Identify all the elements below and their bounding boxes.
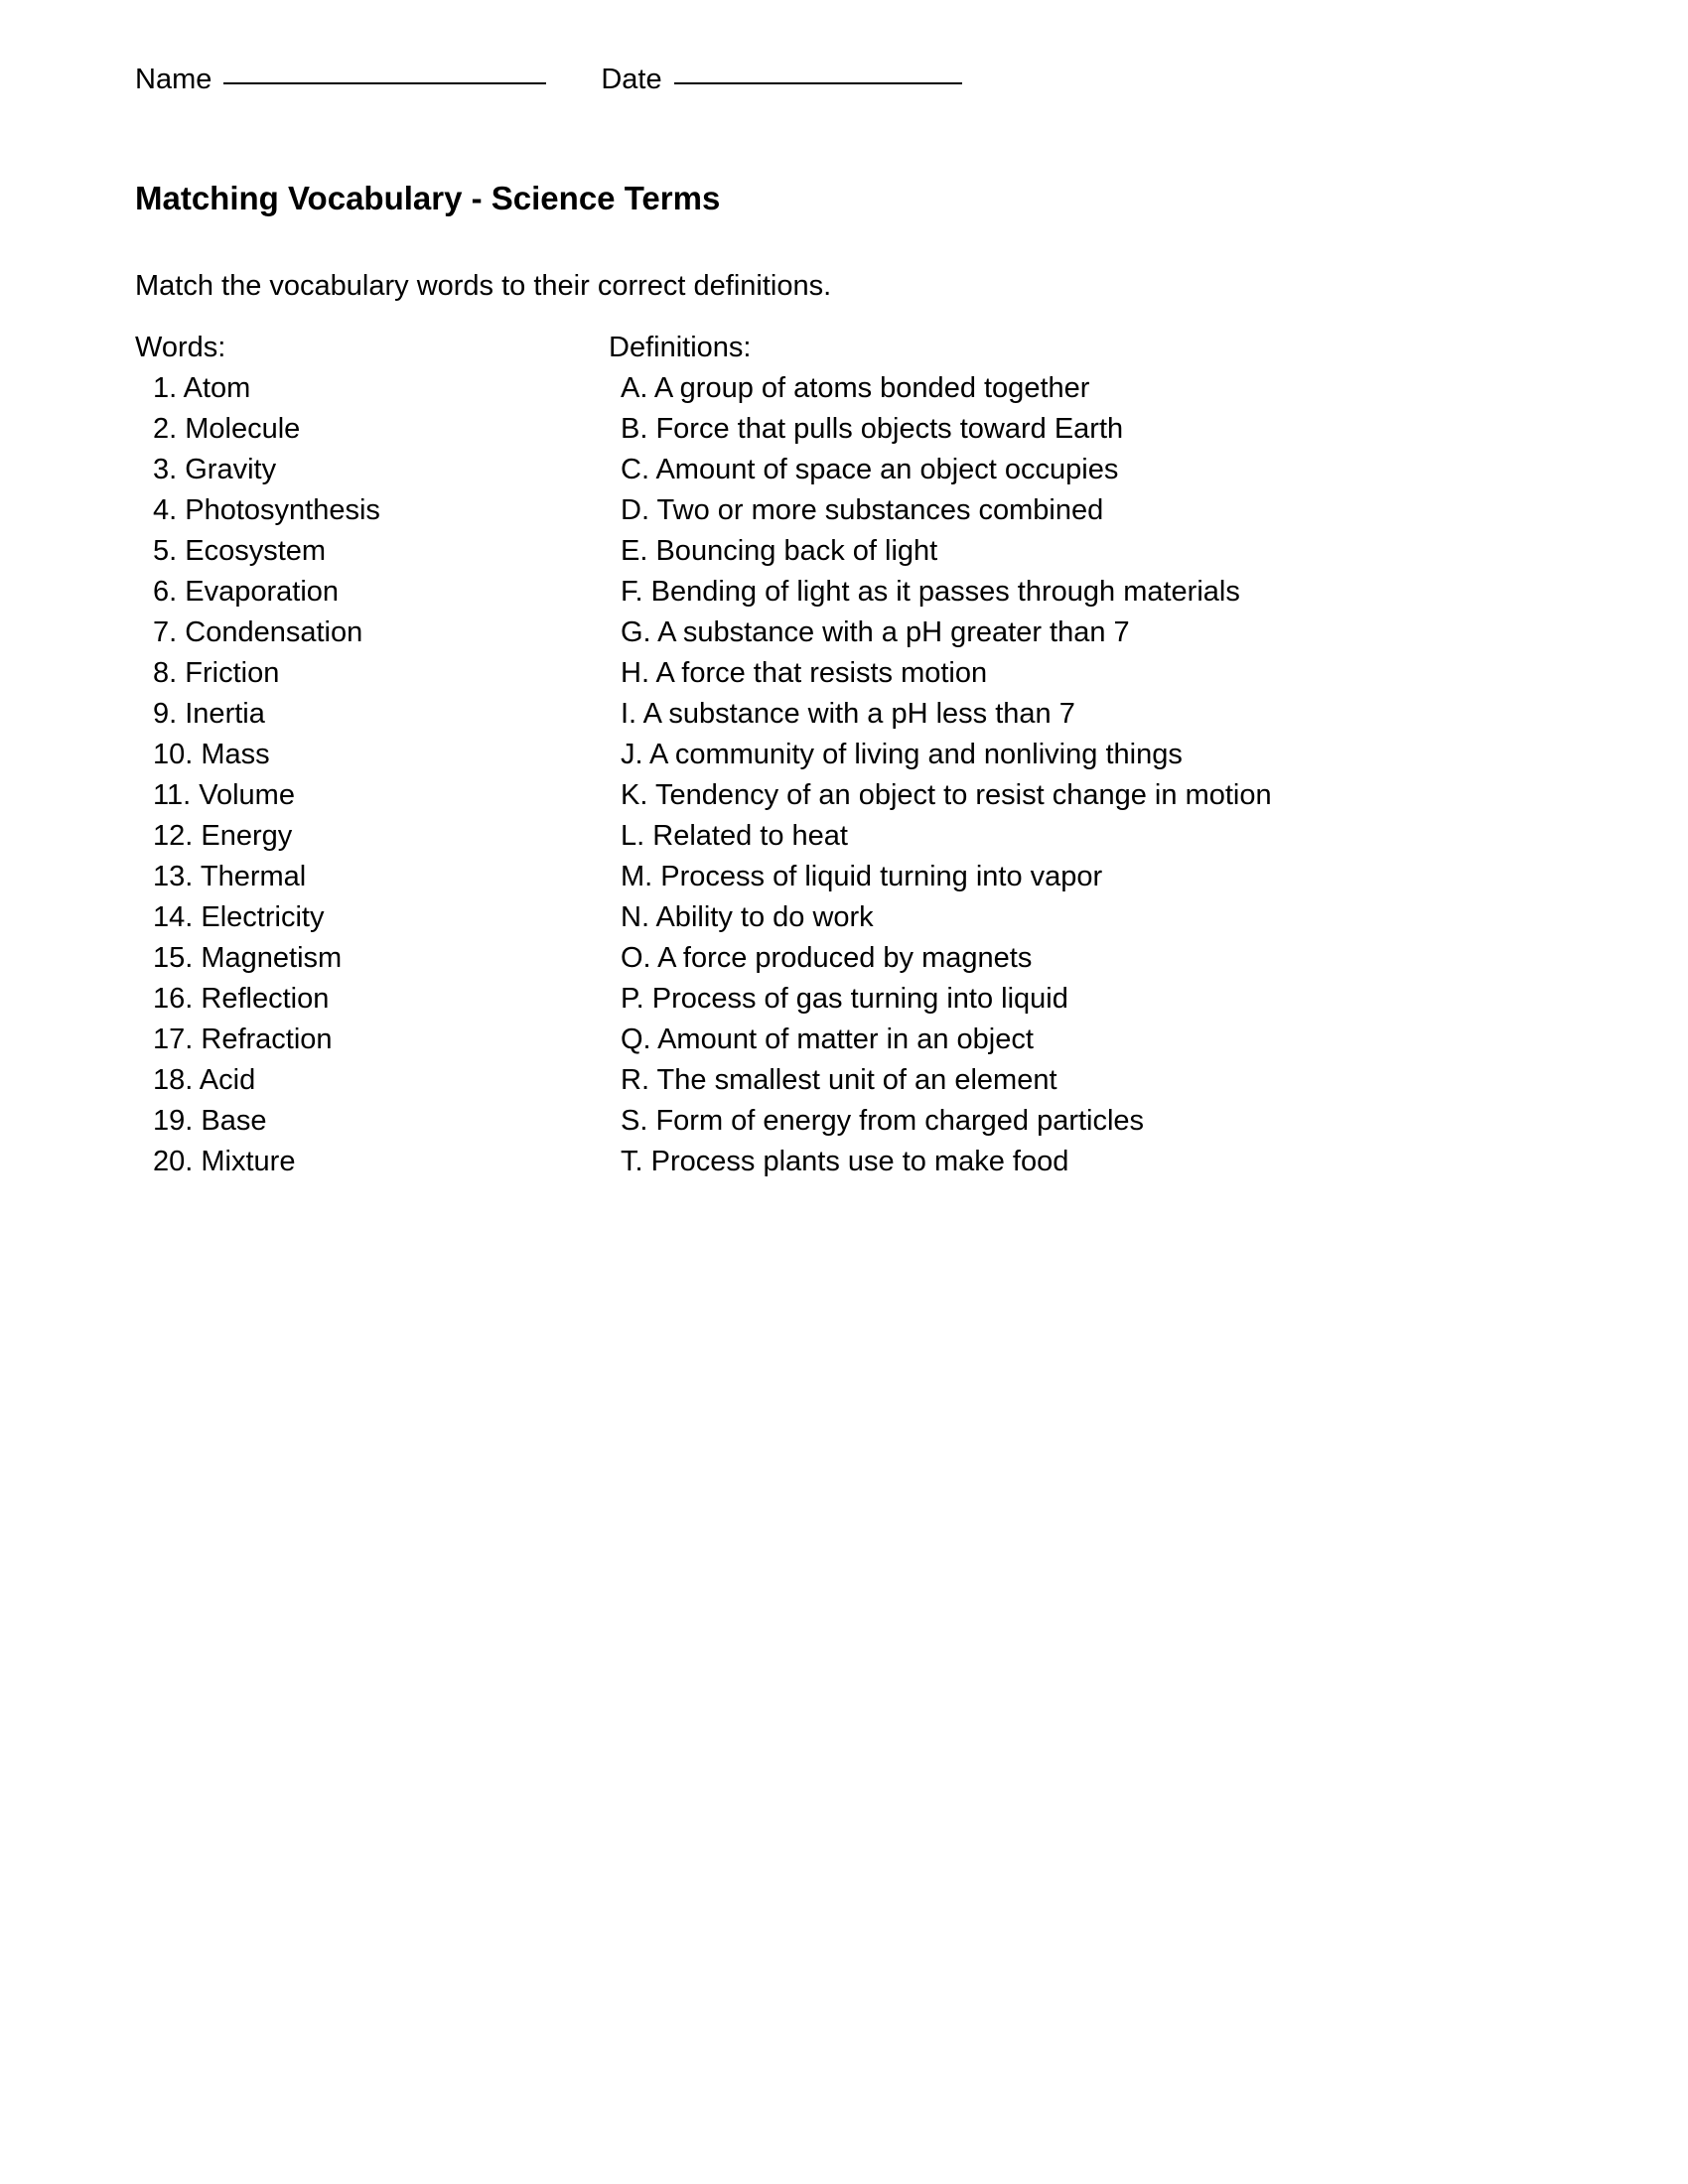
word-item[interactable] [135, 653, 612, 694]
definition-item-label: Force that pulls objects toward Earth [655, 413, 1124, 445]
word-item-label: Energy [201, 820, 293, 852]
definition-item-label: The smallest unit of an element [656, 1064, 1057, 1096]
definition-item-marker: K. [621, 779, 648, 811]
name-input-rule[interactable] [223, 82, 546, 84]
word-item-label: Atom [183, 372, 251, 404]
word-item-label: Thermal [200, 861, 307, 892]
definition-item-marker: J. [621, 739, 643, 770]
word-item[interactable] [135, 694, 612, 735]
word-item[interactable] [135, 531, 612, 572]
word-item-label: Electricity [201, 901, 325, 933]
definition-item-marker: G. [621, 616, 651, 648]
word-item-marker: 16. [153, 983, 194, 1015]
word-item-label: Volume [199, 779, 295, 811]
definition-item-label: Amount of matter in an object [657, 1024, 1034, 1055]
definition-item[interactable] [609, 735, 1621, 775]
word-item[interactable] [135, 490, 612, 531]
definition-item[interactable] [609, 368, 1621, 409]
definition-item-marker: F. [621, 576, 643, 608]
word-item-label: Mixture [201, 1146, 296, 1177]
definition-item[interactable] [609, 1142, 1621, 1182]
definition-item-marker: H. [621, 657, 649, 689]
word-item-label: Photosynthesis [185, 494, 380, 526]
definition-item-label: Related to heat [652, 820, 848, 852]
definition-item-label: A group of atoms bonded together [653, 372, 1090, 404]
words-column [135, 328, 612, 1182]
word-item[interactable] [135, 409, 612, 450]
word-item-label: Molecule [185, 413, 301, 445]
word-item[interactable] [135, 1101, 612, 1142]
word-item-marker: 6. [153, 576, 178, 608]
definition-item-label: Two or more substances combined [656, 494, 1104, 526]
definition-item-label: A community of living and nonliving things [649, 739, 1183, 770]
date-label: Date [601, 64, 662, 95]
word-item[interactable] [135, 572, 612, 613]
word-item-marker: 14. [153, 901, 194, 933]
word-item[interactable] [135, 816, 612, 857]
definitions-column-heading: Definitions: [609, 332, 752, 363]
word-item[interactable] [135, 897, 612, 938]
word-item-label: Acid [199, 1064, 256, 1096]
definition-item-label: Process of liquid turning into vapor [660, 861, 1103, 892]
word-item-marker: 1. [153, 372, 178, 404]
date-input-rule[interactable] [674, 82, 962, 84]
words-column-heading: Words: [135, 332, 226, 363]
definition-item-marker: O. [621, 942, 651, 974]
definition-item-label: Ability to do work [655, 901, 874, 933]
definition-item-label: Bending of light as it passes through materials [650, 576, 1240, 608]
definition-item[interactable] [609, 531, 1621, 572]
definition-item[interactable] [609, 572, 1621, 613]
definition-item[interactable] [609, 409, 1621, 450]
definition-item-label: Form of energy from charged particles [655, 1105, 1145, 1137]
name-label: Name [135, 64, 212, 95]
word-item-marker: 20. [153, 1146, 194, 1177]
word-item-marker: 18. [153, 1064, 194, 1096]
definition-item[interactable] [609, 1101, 1621, 1142]
word-item[interactable] [135, 368, 612, 409]
definition-item[interactable] [609, 775, 1621, 816]
definition-item-marker: M. [621, 861, 653, 892]
word-item[interactable] [135, 1142, 612, 1182]
definition-item-label: A substance with a pH less than 7 [642, 698, 1075, 730]
word-item-marker: 2. [153, 413, 178, 445]
definition-item-marker: B. [621, 413, 648, 445]
word-item-label: Base [201, 1105, 267, 1137]
definition-item[interactable] [609, 897, 1621, 938]
definition-item-label: A force produced by magnets [657, 942, 1033, 974]
definition-item[interactable] [609, 1020, 1621, 1060]
definition-item-marker: C. [621, 454, 649, 485]
definition-item[interactable] [609, 450, 1621, 490]
word-item-marker: 12. [153, 820, 194, 852]
word-item[interactable] [135, 938, 612, 979]
word-item[interactable] [135, 1060, 612, 1101]
definition-item-label: Tendency of an object to resist change in motion [654, 779, 1272, 811]
word-item-label: Condensation [185, 616, 363, 648]
word-item-marker: 15. [153, 942, 194, 974]
definition-item-label: A substance with a pH greater than 7 [657, 616, 1130, 648]
definition-item[interactable] [609, 694, 1621, 735]
word-item-marker: 13. [153, 861, 194, 892]
word-item-label: Refraction [201, 1024, 333, 1055]
definition-item-label: Process plants use to make food [650, 1146, 1069, 1177]
definition-item-marker: L. [621, 820, 645, 852]
word-item-label: Ecosystem [185, 535, 327, 567]
word-item-label: Magnetism [201, 942, 343, 974]
word-item-marker: 4. [153, 494, 178, 526]
definition-item-marker: D. [621, 494, 649, 526]
word-item-marker: 11. [153, 779, 192, 811]
definition-item[interactable] [609, 490, 1621, 531]
definition-item-marker: N. [621, 901, 649, 933]
definition-item[interactable] [609, 613, 1621, 653]
definition-item[interactable] [609, 653, 1621, 694]
definition-item[interactable] [609, 857, 1621, 897]
word-item-marker: 9. [153, 698, 178, 730]
word-item-label: Evaporation [185, 576, 340, 608]
definition-item-label: Bouncing back of light [655, 535, 938, 567]
definition-item-label: Process of gas turning into liquid [651, 983, 1068, 1015]
word-item-marker: 19. [153, 1105, 194, 1137]
word-item-label: Reflection [201, 983, 330, 1015]
word-item-marker: 3. [153, 454, 178, 485]
word-item[interactable] [135, 613, 612, 653]
word-item-label: Gravity [185, 454, 277, 485]
definition-item-label: A force that resists motion [655, 657, 988, 689]
word-item-marker: 7. [153, 616, 178, 648]
definition-item[interactable] [609, 938, 1621, 979]
word-item-label: Inertia [185, 698, 265, 730]
word-item-label: Friction [185, 657, 280, 689]
definition-item-marker: P. [621, 983, 644, 1015]
page-title: Matching Vocabulary - Science Terms [135, 180, 721, 217]
words-list [135, 368, 612, 1182]
definition-item-marker: I. [621, 698, 637, 730]
definition-item-marker: R. [621, 1064, 649, 1096]
definition-item-marker: S. [621, 1105, 648, 1137]
word-item-marker: 5. [153, 535, 178, 567]
definition-item[interactable] [609, 979, 1621, 1020]
definitions-list [609, 368, 1621, 1182]
word-item[interactable] [135, 775, 612, 816]
definition-item-marker: A. [621, 372, 648, 404]
word-item[interactable] [135, 1020, 612, 1060]
word-item[interactable] [135, 979, 612, 1020]
word-item[interactable] [135, 450, 612, 490]
word-item[interactable] [135, 857, 612, 897]
word-item-label: Mass [201, 739, 270, 770]
name-date-line [135, 60, 1555, 99]
word-item-marker: 17. [153, 1024, 194, 1055]
word-item[interactable] [135, 735, 612, 775]
word-item-marker: 10. [153, 739, 194, 770]
definition-item-marker: Q. [621, 1024, 651, 1055]
definition-item-label: Amount of space an object occupies [655, 454, 1119, 485]
definition-item-marker: E. [621, 535, 648, 567]
definition-item[interactable] [609, 816, 1621, 857]
definition-item[interactable] [609, 1060, 1621, 1101]
instruction-text: Match the vocabulary words to their correct definitions. [135, 270, 832, 302]
definitions-column [609, 328, 1621, 1182]
word-item-marker: 8. [153, 657, 178, 689]
definition-item-marker: T. [621, 1146, 643, 1177]
